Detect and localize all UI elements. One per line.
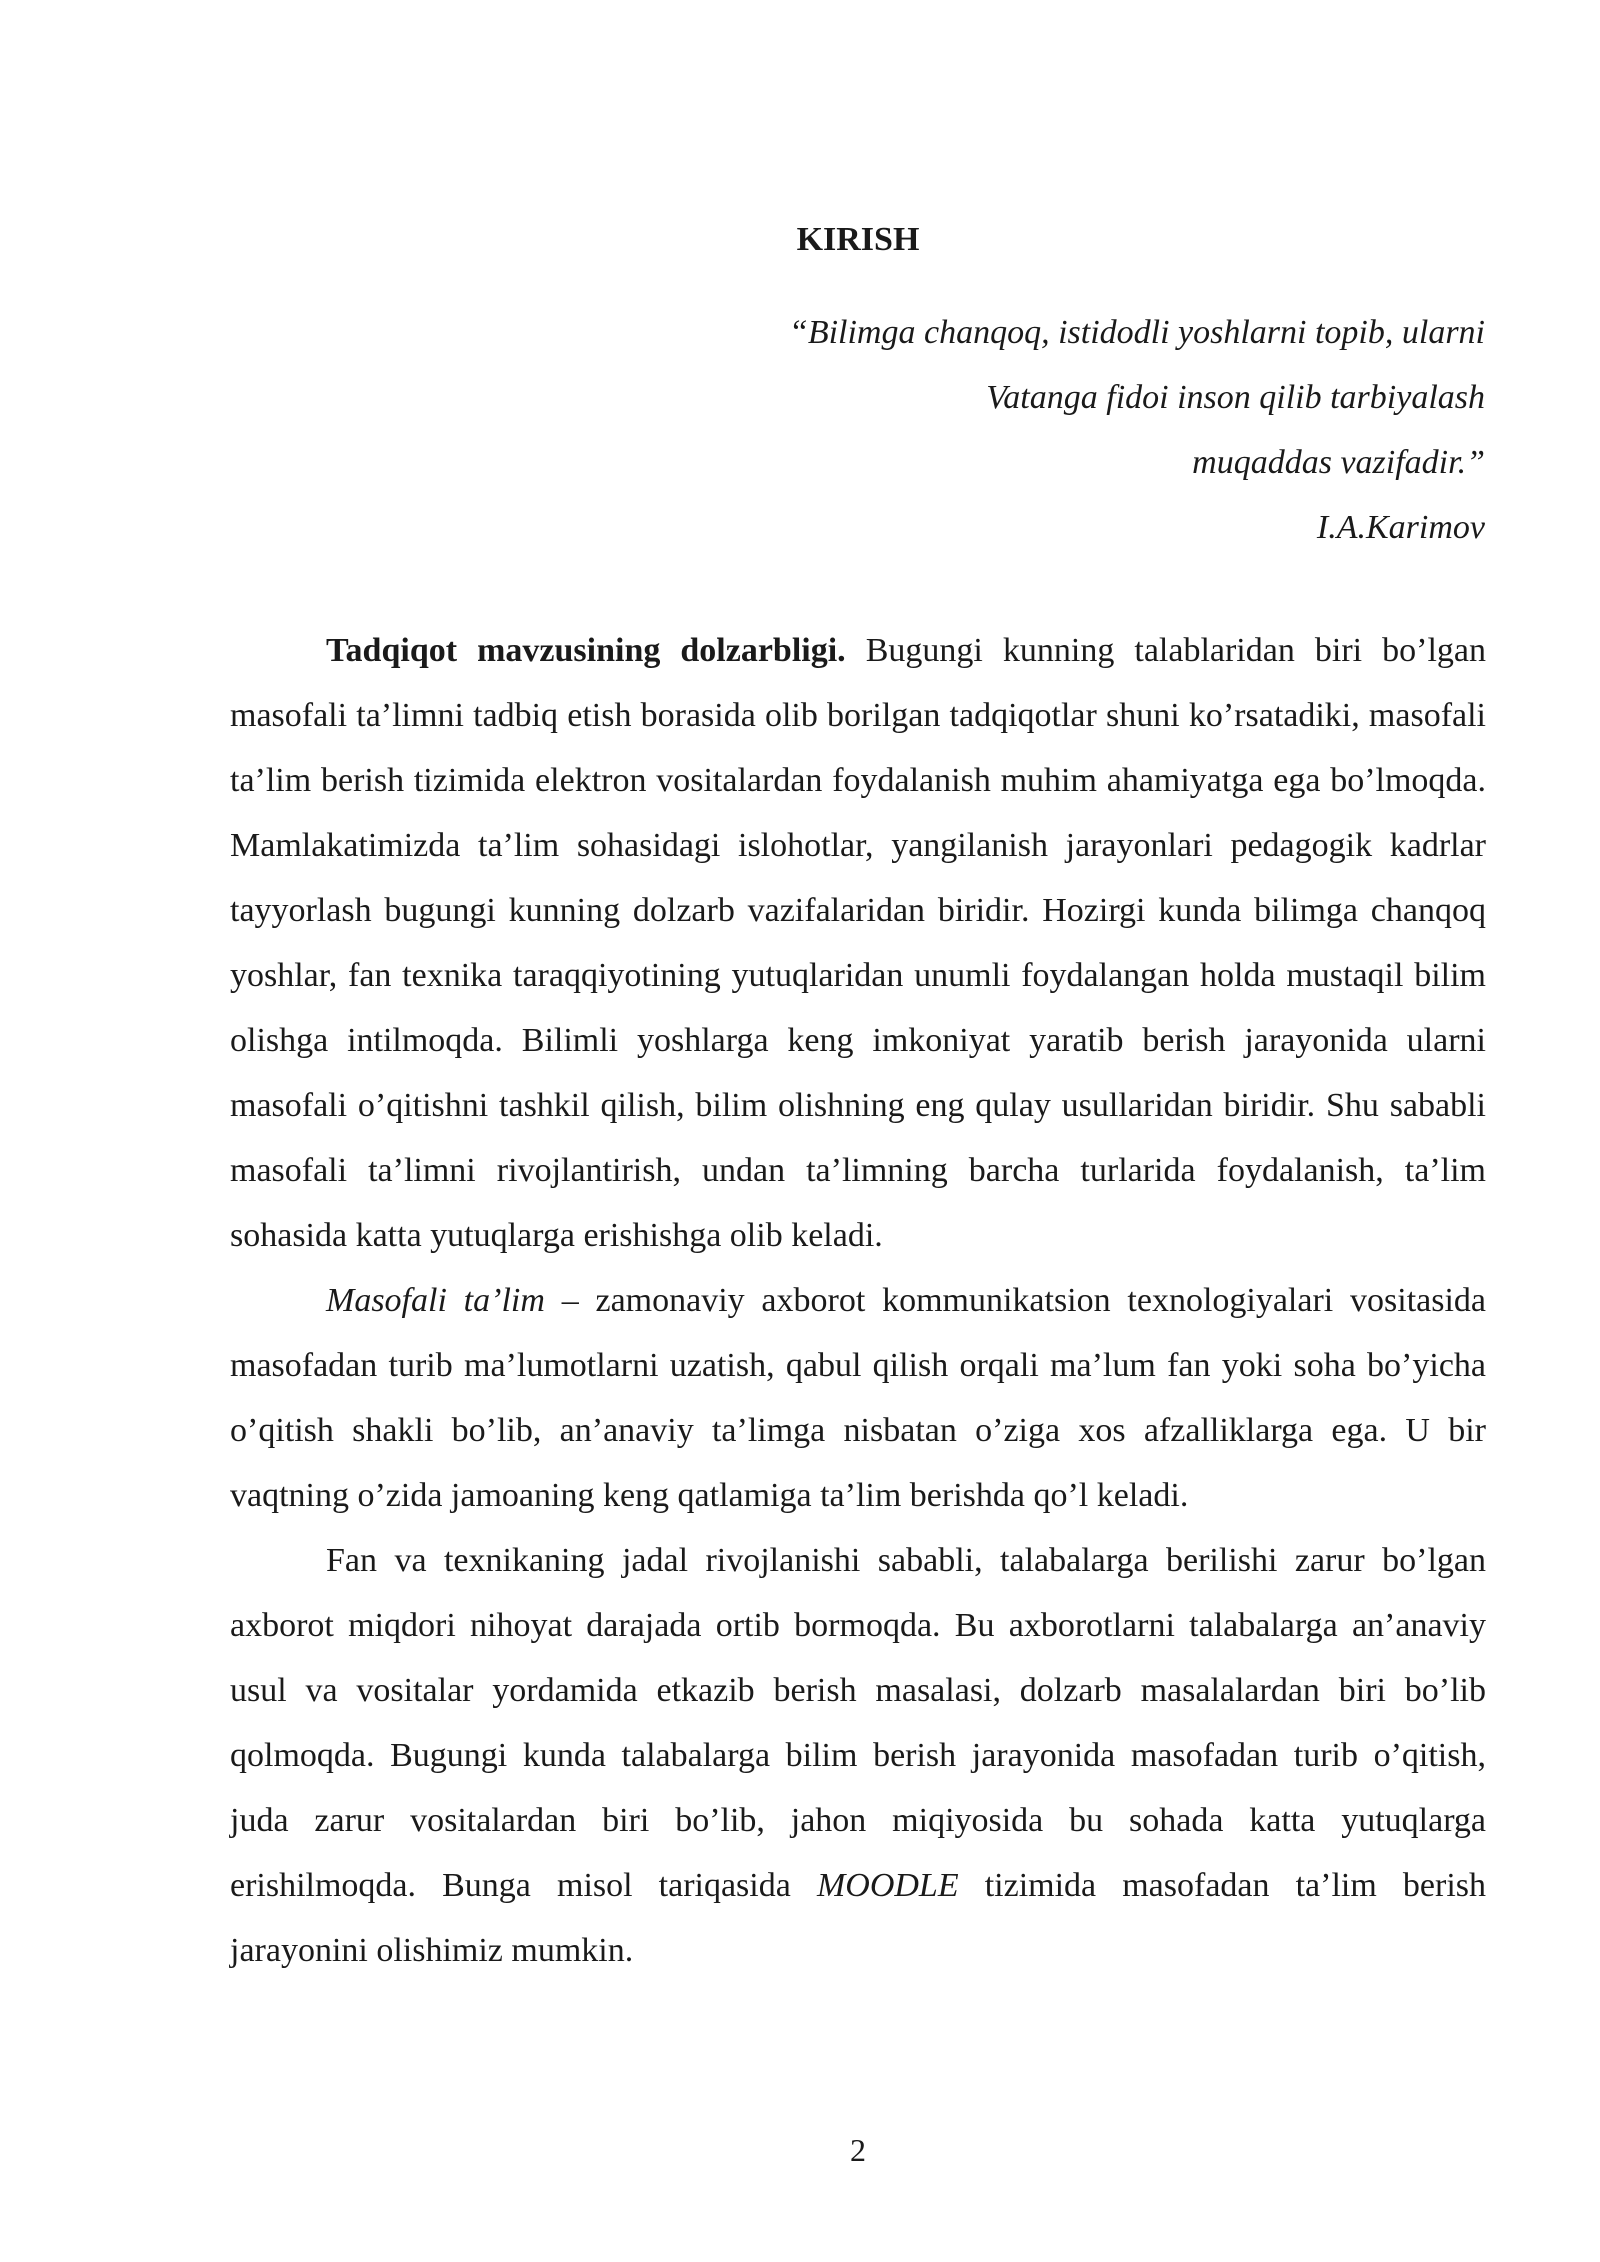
epigraph <box>789 300 1485 560</box>
paragraph-text: Bugungi kunning talablaridan biri bo’lgan masofali ta’limni tadbiq etish borasida olib borilgan tadqiqotlar shuni ko’rsatadiki, masofali ta’lim berish tizimida elektron vositalardan foydalanish muhim ahamiyatga ega bo’lmoqda. Mamlakatimizda ta’lim sohasidagi islohotlar, yangilanish jarayonlari pedagogik kadrlar tayyorlash bugungi kunning dolzarb vazifalaridan biridir. Hozirgi kunda bilimga chanqoq yoshlar, fan texnika taraqqiyotining yutuqlaridan unumli foydalangan holda mustaqil bilim olishga intilmoqda. Bilimli yoshlarga keng imkoniyat yaratib berish jarayonida ularni masofali o’qitishni tashkil qilish, bilim olishning eng qulay usullaridan biridir. Shu sababli masofali ta’limni rivojlantirish, undan ta’limning barcha turlarida foydalanish, ta’lim sohasida katta yutuqlarga erishishga olib keladi. <box>230 632 1486 1254</box>
epigraph-line: Vatanga fidoi inson qilib tarbiyalash <box>986 379 1485 416</box>
epigraph-author: I.A.Karimov <box>1316 509 1485 546</box>
paragraph-science-tech <box>230 1528 1486 1983</box>
paragraph-distance-learning <box>230 1268 1486 1528</box>
paragraph-text-end: tizimida masofadan ta’lim berish jarayonini olishimiz mumkin. <box>230 1867 1486 1969</box>
epigraph-line: muqaddas vazifadir.” <box>1192 444 1485 481</box>
paragraph-relevance <box>230 618 1486 1268</box>
page-number: 2 <box>850 2132 866 2168</box>
paragraph-text: – zamonaviy axborot kommunikatsion texnologiyalari vositasida masofadan turib ma’lumotlarni uzatish, qabul qilish orqali ma’lum fan yoki soha bo’yicha o’qitish shakli bo’lib, an’anaviy ta’limga nisbatan o’ziga xos afzalliklarga ega. U bir vaqtning o’zida jamoaning keng qatlamiga ta’lim berishda qo’l keladi. <box>230 1282 1487 1514</box>
body-text <box>230 618 1486 1983</box>
section-title: KIRISH <box>796 221 920 258</box>
moodle-term: MOODLE <box>816 1867 959 1904</box>
epigraph-line: “Bilimga chanqoq, istidodli yoshlarni topib, ularni <box>788 314 1485 351</box>
paragraph-text: Fan va texnikaning jadal rivojlanishi sababli, talabalarga berilishi zarur bo’lgan axborot miqdori nihoyat darajada ortib bormoqda. Bu axborotlarni talabalarga an’anaviy usul va vositalar yordamida etkazib berish masalasi, dolzarb masalalardan biri bo’lib qolmoqda. Bugungi kunda talabalarga bilim berish jarayonida masofadan turib o’qitish, juda zarur vositalardan biri bo’lib, jahon miqiyosida bu sohada katta yutuqlarga erishilmoqda. Bunga misol tariqasida <box>230 1542 1486 1904</box>
paragraph-lead-bold: Tadqiqot mavzusining dolzarbligi. <box>326 632 846 669</box>
paragraph-lead-italic: Masofali ta’lim <box>326 1282 545 1319</box>
